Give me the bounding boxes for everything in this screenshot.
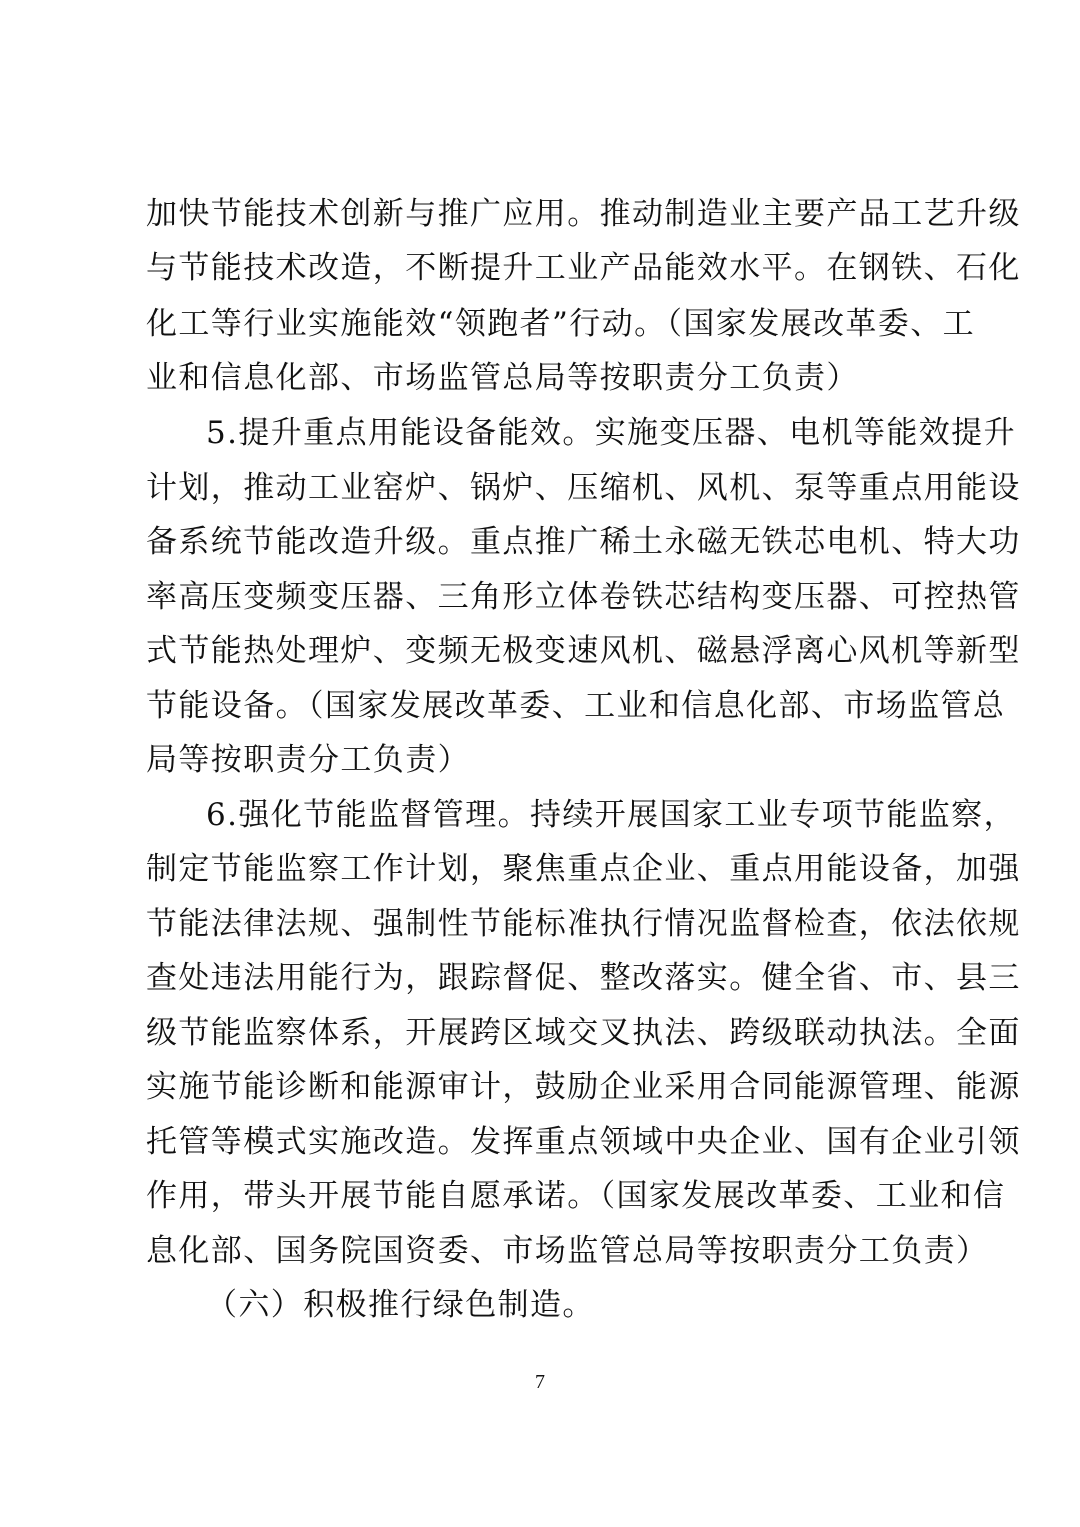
text-line: 实施节能诊断和能源审计，鼓励企业采用合同能源管理、能源: [146, 1069, 1021, 1105]
text-line: 率高压变频变压器、三角形立体卷铁芯结构变压器、可控热管: [146, 579, 1021, 615]
text-line: 化工等行业实施能效“领跑者”行动。（国家发展改革委、工: [146, 306, 975, 342]
page-number: 7: [535, 1371, 545, 1393]
text-line: 查处违法用能行为，跟踪督促、整改落实。健全省、市、县三: [146, 960, 1021, 996]
text-line: 局等按职责分工负责）: [146, 742, 470, 778]
text-line: 制定节能监察工作计划，聚焦重点企业、重点用能设备，加强: [146, 851, 1021, 887]
text-line: 托管等模式实施改造。发挥重点领域中央企业、国有企业引领: [146, 1124, 1021, 1160]
text-line: 6.强化节能监督管理。持续开展国家工业专项节能监察，: [206, 797, 1016, 833]
text-line: 作用，带头开展节能自愿承诺。（国家发展改革委、工业和信: [146, 1178, 1006, 1214]
text-line: 备系统节能改造升级。重点推广稀土永磁无铁芯电机、特大功: [146, 524, 1021, 560]
text-line: 加快节能技术创新与推广应用。推动制造业主要产品工艺升级: [146, 196, 1021, 232]
text-line: 级节能监察体系，开展跨区域交叉执法、跨级联动执法。全面: [146, 1015, 1021, 1051]
text-line: 息化部、国务院国资委、市场监管总局等按职责分工负责）: [146, 1233, 989, 1269]
text-line: 节能设备。（国家发展改革委、工业和信息化部、市场监管总: [146, 688, 1006, 724]
text-line: 节能法律法规、强制性节能标准执行情况监督检查，依法依规: [146, 906, 1021, 942]
text-line: 计划，推动工业窑炉、锅炉、压缩机、风机、泵等重点用能设: [146, 470, 1021, 506]
section-heading: （六）积极推行绿色制造。: [206, 1287, 595, 1323]
text-line: 与节能技术改造，不断提升工业产品能效水平。在钢铁、石化: [146, 250, 1021, 286]
text-line: 5.提升重点用能设备能效。实施变压器、电机等能效提升: [206, 415, 1016, 451]
text-line: 式节能热处理炉、变频无极变速风机、磁悬浮离心风机等新型: [146, 633, 1021, 669]
text-line: 业和信息化部、市场监管总局等按职责分工负责）: [146, 360, 859, 396]
